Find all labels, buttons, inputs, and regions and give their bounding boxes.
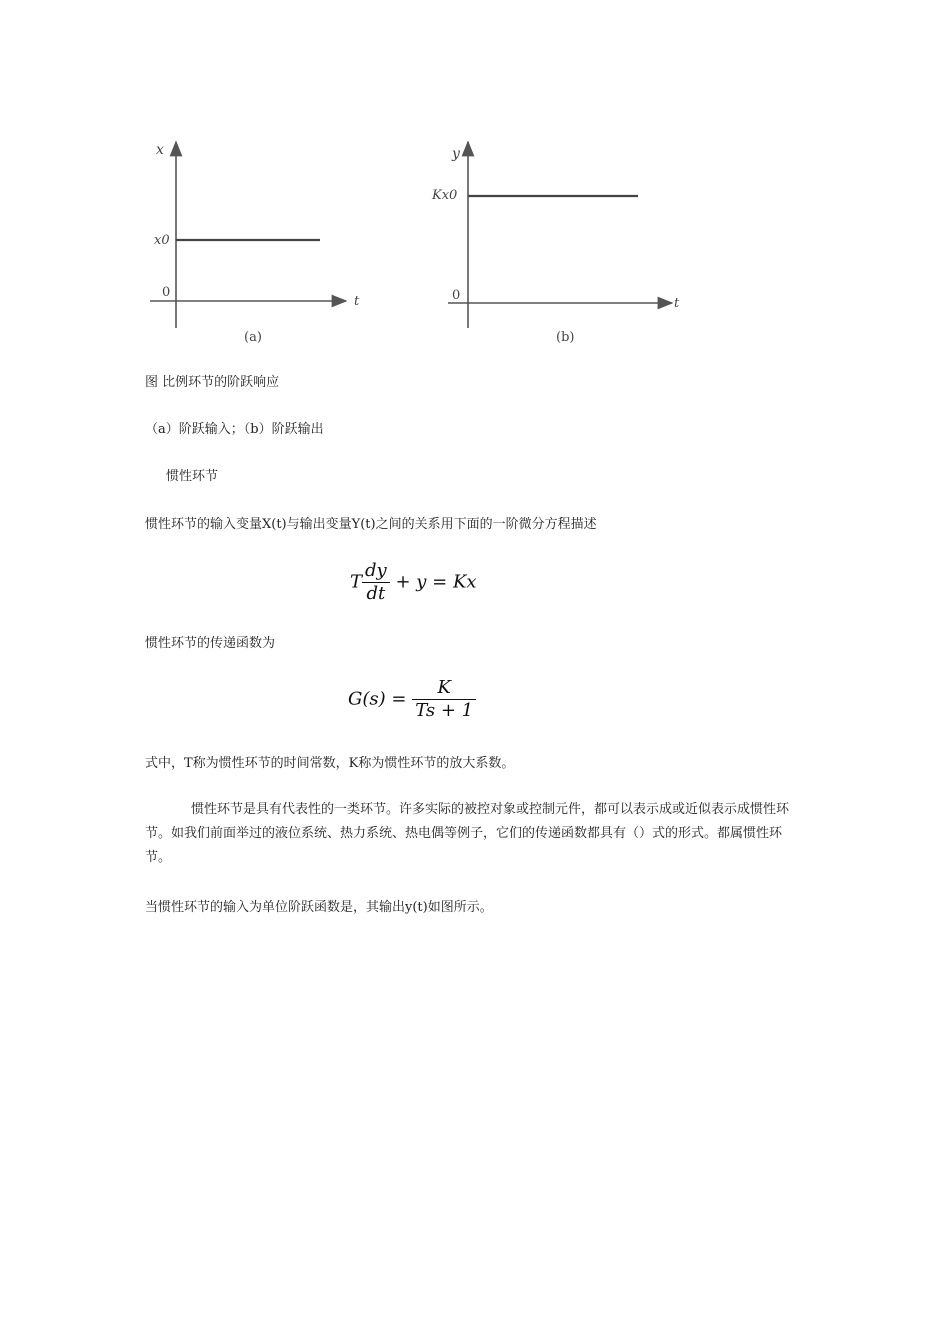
panel-a-t-label: t [354,294,360,309]
figure-caption: 图 比例环节的阶跃响应 [145,375,280,390]
panel-b-y-label: y [452,146,460,162]
panel-a-level-label: x0 [154,233,170,248]
eq1-rest: + y = Kx [395,571,477,593]
section-heading: 惯性环节 [166,469,219,484]
figure-subcaption: （a）阶跃输入；（b）阶跃输出 [145,422,324,437]
eq1-fraction [362,560,390,605]
where-paragraph: 式中，T称为惯性环节的时间常数，K称为惯性环节的放大系数。 [145,756,515,771]
panel-a-caption: (a) [244,330,262,345]
description-paragraph [145,798,807,870]
panel-b-level-label: Kx0 [432,188,458,203]
panel-a-origin-label: 0 [162,285,171,300]
differential-equation [350,560,477,605]
eq2-numerator: K [412,677,476,700]
transfer-function-equation [348,677,476,722]
eq1-numerator: dy [362,560,390,583]
panel-b-t-label: t [674,296,680,311]
eq2-fraction [412,677,476,722]
panel-a-y-label: x [156,142,164,158]
eq1-t-symbol: T [350,571,363,593]
panel-a [150,142,360,345]
panel-b-caption: (b) [556,330,575,345]
eq2-denominator: Ts + 1 [415,700,474,721]
step-response-figure [140,130,700,355]
description-text: 惯性环节是具有代表性的一类环节。许多实际的被控对象或控制元件，都可以表示成或近似表示成惯性环节。如我们前面举过的液位系统、热力系统、热电偶等例子，它们的传递函数都具有（）式的形式。都属惯性环节。 [145,802,790,865]
panel-b-origin-label: 0 [452,288,461,303]
eq2-lhs: G(s) = [348,688,407,710]
transfer-paragraph: 惯性环节的传递函数为 [145,636,276,651]
panel-b [431,142,680,345]
last-paragraph: 当惯性环节的输入为单位阶跃函数是，其输出y(t)如图所示。 [145,900,493,915]
eq1-denominator: dt [366,583,386,604]
intro-paragraph: 惯性环节的输入变量X(t)与输出变量Y(t)之间的关系用下面的一阶微分方程描述 [145,517,597,532]
